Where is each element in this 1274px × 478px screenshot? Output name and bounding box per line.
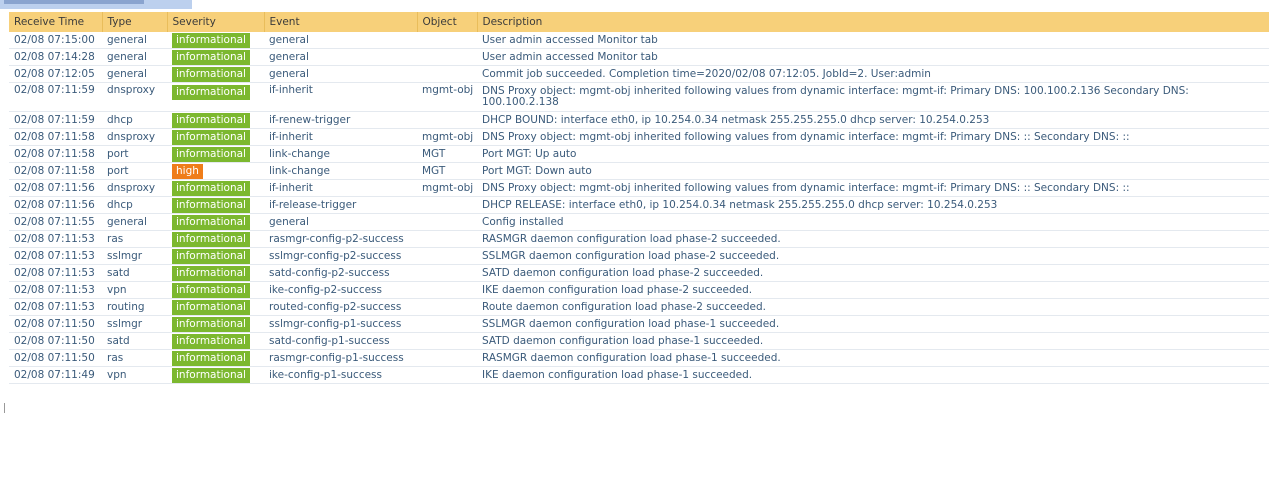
cell-type: ras (102, 350, 167, 367)
severity-badge: informational (172, 67, 250, 82)
cell-object: mgmt-obj (417, 83, 477, 112)
severity-badge: informational (172, 215, 250, 230)
cell-event: sslmgr-config-p1-success (264, 316, 417, 333)
cell-severity (167, 83, 264, 112)
cell-event: if-inherit (264, 180, 417, 197)
table-row[interactable] (9, 83, 1269, 112)
cell-object (417, 248, 477, 265)
severity-badge: informational (172, 317, 250, 332)
col-type[interactable]: Type (102, 12, 167, 32)
cell-severity (167, 248, 264, 265)
table-row[interactable] (9, 214, 1269, 231)
cell-severity (167, 197, 264, 214)
cell-object: mgmt-obj (417, 129, 477, 146)
cell-receive-time: 02/08 07:12:05 (9, 66, 102, 83)
cell-receive-time: 02/08 07:11:53 (9, 248, 102, 265)
cell-description: DNS Proxy object: mgmt-obj inherited following values from dynamic interface: mgmt-if: Primary DNS: 100.100.2.136 Secondary DNS: 100.100.2.138 (477, 83, 1269, 112)
cell-severity (167, 214, 264, 231)
severity-badge: informational (172, 50, 250, 65)
severity-badge: informational (172, 198, 250, 213)
cell-event: link-change (264, 163, 417, 180)
cell-event: satd-config-p2-success (264, 265, 417, 282)
cell-type: general (102, 214, 167, 231)
cell-receive-time: 02/08 07:14:28 (9, 49, 102, 66)
cell-event: if-inherit (264, 129, 417, 146)
cell-receive-time: 02/08 07:11:56 (9, 180, 102, 197)
cell-severity (167, 112, 264, 129)
table-row[interactable] (9, 316, 1269, 333)
col-event[interactable]: Event (264, 12, 417, 32)
severity-badge: informational (172, 147, 250, 162)
table-row[interactable] (9, 146, 1269, 163)
severity-badge: informational (172, 266, 250, 281)
cell-event: link-change (264, 146, 417, 163)
cell-receive-time: 02/08 07:11:59 (9, 112, 102, 129)
table-row[interactable] (9, 350, 1269, 367)
scroll-tick (4, 403, 5, 413)
cell-object (417, 316, 477, 333)
cell-object (417, 333, 477, 350)
cell-object (417, 231, 477, 248)
cell-severity (167, 299, 264, 316)
cell-type: general (102, 32, 167, 49)
cell-event: sslmgr-config-p2-success (264, 248, 417, 265)
cell-severity (167, 367, 264, 384)
table-row[interactable] (9, 265, 1269, 282)
cell-event: ike-config-p2-success (264, 282, 417, 299)
table-row[interactable] (9, 197, 1269, 214)
severity-badge: informational (172, 113, 250, 128)
cell-severity (167, 163, 264, 180)
table-row[interactable] (9, 112, 1269, 129)
cell-severity (167, 333, 264, 350)
cell-object: MGT (417, 163, 477, 180)
cell-type: dnsproxy (102, 83, 167, 112)
cell-object (417, 197, 477, 214)
cell-object (417, 350, 477, 367)
cell-description: User admin accessed Monitor tab (477, 32, 1269, 49)
cell-severity (167, 180, 264, 197)
cell-type: dnsproxy (102, 129, 167, 146)
cell-receive-time: 02/08 07:11:53 (9, 299, 102, 316)
col-receive-time[interactable]: Receive Time (9, 12, 102, 32)
cell-object (417, 367, 477, 384)
cell-receive-time: 02/08 07:15:00 (9, 32, 102, 49)
cell-type: dhcp (102, 112, 167, 129)
cell-type: vpn (102, 367, 167, 384)
cell-event: routed-config-p2-success (264, 299, 417, 316)
cell-description: RASMGR daemon configuration load phase-1 succeeded. (477, 350, 1269, 367)
cell-event: general (264, 49, 417, 66)
severity-badge: informational (172, 181, 250, 196)
cell-severity (167, 129, 264, 146)
cell-event: if-renew-trigger (264, 112, 417, 129)
table-header-row (9, 12, 1269, 32)
cell-event: satd-config-p1-success (264, 333, 417, 350)
cell-description: DHCP BOUND: interface eth0, ip 10.254.0.34 netmask 255.255.255.0 dhcp server: 10.254.0.253 (477, 112, 1269, 129)
severity-badge: informational (172, 334, 250, 349)
cell-description: DNS Proxy object: mgmt-obj inherited following values from dynamic interface: mgmt-if: Primary DNS: :: Secondary DNS: :: (477, 129, 1269, 146)
cell-description: DNS Proxy object: mgmt-obj inherited following values from dynamic interface: mgmt-if: Primary DNS: :: Secondary DNS: :: (477, 180, 1269, 197)
cell-type: dnsproxy (102, 180, 167, 197)
cell-description: SSLMGR daemon configuration load phase-1 succeeded. (477, 316, 1269, 333)
cell-receive-time: 02/08 07:11:50 (9, 333, 102, 350)
table-row[interactable] (9, 333, 1269, 350)
cell-type: port (102, 163, 167, 180)
cell-object (417, 214, 477, 231)
cell-description: Config installed (477, 214, 1269, 231)
cell-severity (167, 66, 264, 83)
cell-receive-time: 02/08 07:11:58 (9, 163, 102, 180)
cell-receive-time: 02/08 07:11:58 (9, 146, 102, 163)
cell-description: RASMGR daemon configuration load phase-2 succeeded. (477, 231, 1269, 248)
table-row[interactable] (9, 66, 1269, 83)
table-row[interactable] (9, 163, 1269, 180)
table-row[interactable] (9, 129, 1269, 146)
table-row[interactable] (9, 299, 1269, 316)
severity-badge: informational (172, 351, 250, 366)
cell-receive-time: 02/08 07:11:53 (9, 231, 102, 248)
cell-receive-time: 02/08 07:11:59 (9, 83, 102, 112)
cell-type: dhcp (102, 197, 167, 214)
cell-severity (167, 282, 264, 299)
table-row[interactable] (9, 32, 1269, 49)
severity-badge: informational (172, 232, 250, 247)
cell-event: rasmgr-config-p1-success (264, 350, 417, 367)
cell-description: SATD daemon configuration load phase-2 succeeded. (477, 265, 1269, 282)
cell-object (417, 299, 477, 316)
cell-event: general (264, 66, 417, 83)
cell-severity (167, 316, 264, 333)
cell-receive-time: 02/08 07:11:56 (9, 197, 102, 214)
severity-badge: informational (172, 249, 250, 264)
table-row[interactable] (9, 367, 1269, 384)
cell-description: User admin accessed Monitor tab (477, 49, 1269, 66)
table-row[interactable] (9, 248, 1269, 265)
cell-event: if-release-trigger (264, 197, 417, 214)
cell-description: SSLMGR daemon configuration load phase-2 succeeded. (477, 248, 1269, 265)
page-title-ink (4, 0, 144, 4)
cell-object: mgmt-obj (417, 180, 477, 197)
cell-object (417, 112, 477, 129)
col-description[interactable]: Description (477, 12, 1269, 32)
cell-severity (167, 265, 264, 282)
cell-type: satd (102, 265, 167, 282)
cell-type: sslmgr (102, 316, 167, 333)
cell-type: vpn (102, 282, 167, 299)
cell-type: satd (102, 333, 167, 350)
cell-severity (167, 146, 264, 163)
cell-severity (167, 32, 264, 49)
cell-description: SATD daemon configuration load phase-1 succeeded. (477, 333, 1269, 350)
cell-receive-time: 02/08 07:11:50 (9, 350, 102, 367)
cell-object: MGT (417, 146, 477, 163)
severity-badge: informational (172, 368, 250, 383)
cell-type: routing (102, 299, 167, 316)
cell-object (417, 49, 477, 66)
cell-event: general (264, 214, 417, 231)
cell-event: ike-config-p1-success (264, 367, 417, 384)
cell-type: general (102, 49, 167, 66)
cell-event: rasmgr-config-p2-success (264, 231, 417, 248)
table-row[interactable] (9, 180, 1269, 197)
severity-badge: informational (172, 300, 250, 315)
cell-type: general (102, 66, 167, 83)
cell-severity (167, 49, 264, 66)
table-body (9, 32, 1269, 384)
cell-object (417, 282, 477, 299)
severity-badge: informational (172, 130, 250, 145)
cell-object (417, 265, 477, 282)
cell-type: sslmgr (102, 248, 167, 265)
severity-badge: high (172, 164, 203, 179)
severity-badge: informational (172, 85, 250, 100)
cell-type: port (102, 146, 167, 163)
cell-event: if-inherit (264, 83, 417, 112)
cell-severity (167, 350, 264, 367)
col-severity[interactable]: Severity (167, 12, 264, 32)
cell-receive-time: 02/08 07:11:58 (9, 129, 102, 146)
cell-receive-time: 02/08 07:11:53 (9, 265, 102, 282)
cell-receive-time: 02/08 07:11:49 (9, 367, 102, 384)
col-object[interactable]: Object (417, 12, 477, 32)
cell-event: general (264, 32, 417, 49)
system-log-table (9, 12, 1269, 384)
severity-badge: informational (172, 283, 250, 298)
cell-receive-time: 02/08 07:11:55 (9, 214, 102, 231)
cell-description: DHCP RELEASE: interface eth0, ip 10.254.0.34 netmask 255.255.255.0 dhcp server: 10.254.0.253 (477, 197, 1269, 214)
table-row[interactable] (9, 231, 1269, 248)
cell-type: ras (102, 231, 167, 248)
cell-description: IKE daemon configuration load phase-2 succeeded. (477, 282, 1269, 299)
cell-description: Port MGT: Down auto (477, 163, 1269, 180)
page-title-fragment (0, 0, 192, 9)
table-row[interactable] (9, 282, 1269, 299)
cell-receive-time: 02/08 07:11:50 (9, 316, 102, 333)
cell-receive-time: 02/08 07:11:53 (9, 282, 102, 299)
cell-severity (167, 231, 264, 248)
cell-description: Route daemon configuration load phase-2 succeeded. (477, 299, 1269, 316)
cell-object (417, 66, 477, 83)
cell-description: IKE daemon configuration load phase-1 succeeded. (477, 367, 1269, 384)
cell-object (417, 32, 477, 49)
table-row[interactable] (9, 49, 1269, 66)
cell-description: Commit job succeeded. Completion time=2020/02/08 07:12:05. JobId=2. User:admin (477, 66, 1269, 83)
cell-description: Port MGT: Up auto (477, 146, 1269, 163)
severity-badge: informational (172, 33, 250, 48)
